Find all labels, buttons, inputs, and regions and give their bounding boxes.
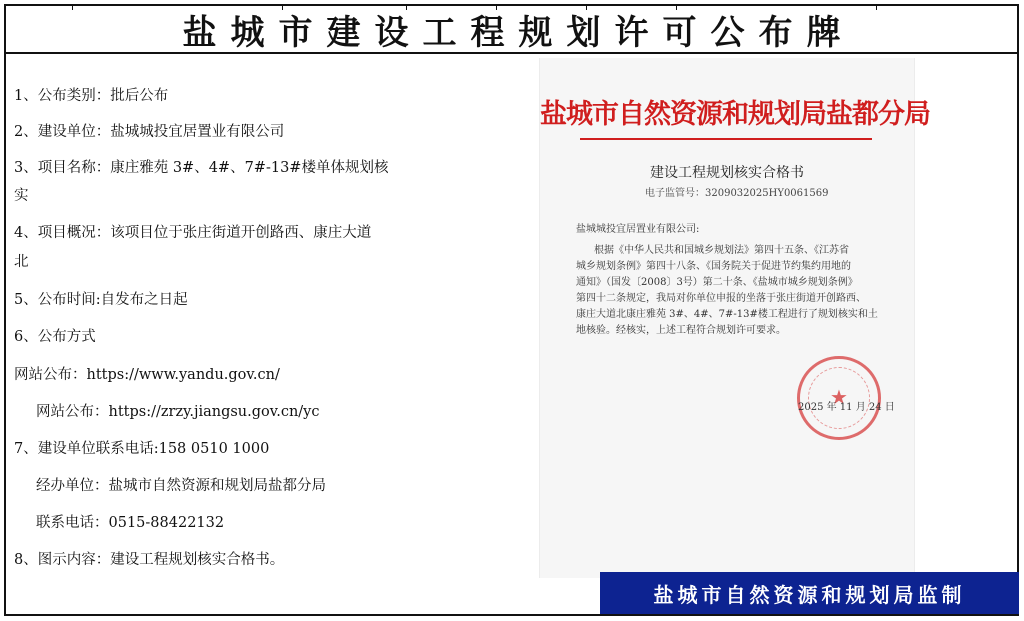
document-body-line: 第四十二条规定，我局对你单位申报的坐落于张庄街道开创路西、 (576, 293, 866, 304)
title-bar (6, 6, 1017, 54)
document-title: 建设工程规划核实合格书 (650, 165, 804, 181)
construction-unit: 2、建设单位：盐城城投宜居置业有限公司 (14, 124, 285, 140)
footer-banner (600, 572, 1019, 614)
website-link-jiangsu[interactable]: 网站公布：https://zrzy.jiangsu.gov.cn/yc (36, 404, 320, 420)
publication-category: 1、公布类别：批后公布 (14, 88, 169, 104)
agency-phone: 联系电话：0515-88422132 (36, 515, 225, 531)
supervision-number: 电子监管号：3209032025HY0061569 (645, 188, 829, 199)
document-org-header: 盐城市自然资源和规划局盐都分局 (540, 99, 930, 130)
notice-board (4, 4, 1019, 616)
document-date: 2025 年 11 月 24 日 (798, 402, 895, 413)
publication-method: 6、公布方式 (14, 329, 96, 345)
document-addressee: 盐城城投宜居置业有限公司: (576, 224, 700, 235)
document-body-line: 地核验。经核实，上述工程符合规划许可要求。 (576, 325, 786, 336)
project-overview-continued: 北 (14, 254, 29, 270)
publication-time: 5、公布时间:自发布之日起 (14, 292, 188, 308)
certificate-document (539, 58, 930, 578)
document-body-line: 通知》（国发〔2008〕3号）第二十条、《盐城市城乡规划条例》 (576, 277, 858, 288)
seal-star-icon: ★ (830, 385, 848, 409)
website-link-yandu[interactable]: 网站公布：https://www.yandu.gov.cn/ (14, 367, 280, 383)
document-body-line: 康庄大道北康庄雅苑 3#、4#、7#-13#楼工程进行了规划核实和土 (576, 309, 878, 320)
document-body-line: 城乡规划条例》第四十八条、《国务院关于促进节约集约用地的 (576, 261, 851, 272)
handling-agency: 经办单位：盐城市自然资源和规划局盐都分局 (36, 478, 326, 494)
project-name-continued: 实 (14, 188, 29, 204)
board-title: 盐城市建设工程规划许可公布牌 (182, 12, 855, 53)
red-divider (580, 138, 872, 140)
footer-text: 盐城市自然资源和规划局监制 (653, 582, 966, 607)
contact-phone: 7、建设单位联系电话:158 0510 1000 (14, 441, 270, 457)
document-body-line: 根据《中华人民共和国城乡规划法》第四十五条、《江苏省 (594, 245, 849, 256)
project-overview: 4、项目概况：该项目位于张庄街道开创路西、康庄大道 (14, 225, 372, 241)
figure-content: 8、图示内容：建设工程规划核实合格书。 (14, 552, 285, 568)
project-name: 3、项目名称：康庄雅苑 3#、4#、7#-13#楼单体规划核 (14, 160, 389, 176)
